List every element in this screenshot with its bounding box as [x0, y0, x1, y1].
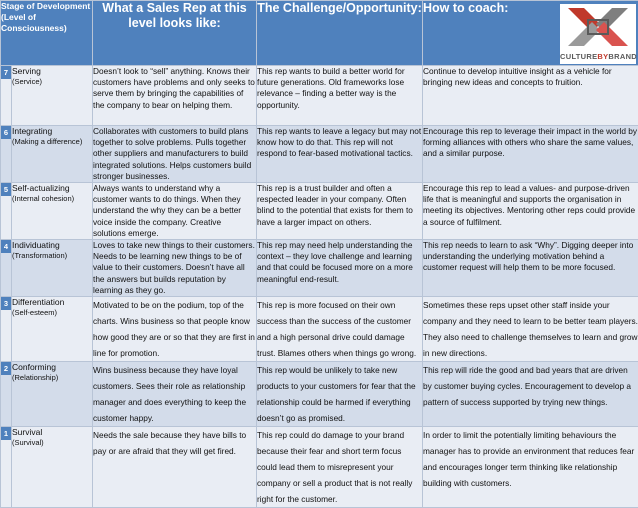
- header-coach: [423, 1, 638, 66]
- level-number: 3: [1, 297, 11, 310]
- challenge-cell: This rep is more focused on their own success than the success of the customer and a high personal drive could damage trust. Blames others when things go wrong.: [257, 297, 423, 362]
- stage-subtitle: (Transformation): [12, 251, 92, 261]
- stage-name: Conforming: [12, 362, 92, 373]
- stage-subtitle: (Relationship): [12, 373, 92, 383]
- table-row: [1, 427, 638, 508]
- stage-cell: [12, 66, 93, 126]
- level-number-cell: [1, 183, 12, 240]
- challenge-cell: This rep is a trust builder and often a respected leader in your company. Often blind to the potential that exists for them to have a larger impact on others.: [257, 183, 423, 240]
- stage-name: Individuating: [12, 240, 92, 251]
- logo-mark-icon: [566, 6, 630, 48]
- table-row: [1, 297, 638, 362]
- sales-rep-cell: Collaborates with customers to build plans together to solve problems. Pulls together other suppliers and manufacturers to build integrated solutions. Helps customers build stronger businesses.: [93, 126, 257, 183]
- header-challenge: The Challenge/Opportunity:: [257, 1, 423, 66]
- table-row: [1, 66, 638, 126]
- level-number-cell: [1, 427, 12, 508]
- stage-cell: [12, 297, 93, 362]
- coach-cell: Sometimes these reps upset other staff inside your company and they need to learn to be better team players. They also need to challenge themselves to learn and grow in new directions.: [423, 297, 638, 362]
- stage-subtitle: (Making a difference): [12, 137, 92, 147]
- level-number-cell: [1, 297, 12, 362]
- coach-cell: This rep needs to learn to ask “Why”. Digging deeper into understanding the underlying motivation behind a customer request will help them to be more focused.: [423, 240, 638, 297]
- level-number-cell: [1, 362, 12, 427]
- challenge-cell: This rep would be unlikely to take new products to your customers for fear that the relationship could be harmed if everything doesn’t go as promised.: [257, 362, 423, 427]
- stage-subtitle: (Survival): [12, 438, 92, 448]
- sales-rep-cell: Wins business because they have loyal customers. Sees their role as relationship manager and does everything to keep the customer happy.: [93, 362, 257, 427]
- coach-cell: This rep will ride the good and bad years that are driven by customer buying cycles. Encouragement to develop a pattern of success supported by trying new things.: [423, 362, 638, 427]
- header-row: [1, 1, 638, 66]
- sales-rep-cell: Needs the sale because they have bills to pay or are afraid that they will get fired.: [93, 427, 257, 508]
- sales-rep-cell: Always wants to understand why a customer wants to do things. When they understand the why they can be a better voice inside the company. Creative solutions emerge.: [93, 183, 257, 240]
- stage-cell: [12, 183, 93, 240]
- level-number: 2: [1, 362, 11, 375]
- level-number: 4: [1, 240, 11, 253]
- level-number-cell: [1, 126, 12, 183]
- stage-name: Survival: [12, 427, 92, 438]
- table-row: [1, 362, 638, 427]
- coach-cell: Encourage this rep to leverage their impact in the world by forming alliances with others who share the same values, and a similar purpose.: [423, 126, 638, 183]
- sales-rep-cell: Motivated to be on the podium, top of the charts. Wins business so that people know how good they are or so that they are first in line for promotion.: [93, 297, 257, 362]
- stage-cell: [12, 427, 93, 508]
- challenge-cell: This rep could do damage to your brand because their fear and short term focus could lead them to misrepresent your company or sell a product that is not really right for the customer.: [257, 427, 423, 508]
- stage-subtitle: (Self-esteem): [12, 308, 92, 318]
- stage-name: Integrating: [12, 126, 92, 137]
- stage-name: Serving: [12, 66, 92, 77]
- challenge-cell: This rep may need help understanding the context – they love challenge and learning and that could be focused more on a more meaningful end-result.: [257, 240, 423, 297]
- header-stage: Stage of Development (Level of Consciousness): [1, 1, 93, 66]
- logo-wordmark: CULTUREBYBRAND: [560, 52, 636, 61]
- stage-name: Self-actualizing: [12, 183, 92, 194]
- table-row: [1, 126, 638, 183]
- stage-name: Differentiation: [12, 297, 92, 308]
- coach-cell: Encourage this rep to lead a values- and purpose-driven life that is meaningful and supports the organisation in meeting its objectives. Mentoring other reps could provide a source of fulfilment.: [423, 183, 638, 240]
- culturebybrand-logo: [560, 4, 636, 64]
- challenge-cell: This rep wants to leave a legacy but may not know how to do that. This rep will not respond to fear-based motivational tactics.: [257, 126, 423, 183]
- level-number: 5: [1, 183, 11, 196]
- level-number: 7: [1, 66, 11, 79]
- stage-subtitle: (Service): [12, 77, 92, 87]
- header-coach-label: How to coach:: [423, 1, 508, 15]
- coach-cell: In order to limit the potentially limiting behaviours the manager has to provide an environment that reduces fear and encourages longer term thinking like relationship building with customers.: [423, 427, 638, 508]
- level-number: 6: [1, 126, 11, 139]
- table-body: [1, 66, 638, 508]
- stage-subtitle: (Internal cohesion): [12, 194, 92, 204]
- header-sales-rep: What a Sales Rep at this level looks like:: [93, 1, 257, 66]
- challenge-cell: This rep wants to build a better world for future generations. Old frameworks lose relevance – finding a better way is the opportunity.: [257, 66, 423, 126]
- table-row: [1, 183, 638, 240]
- level-number-cell: [1, 240, 12, 297]
- sales-rep-cell: Doesn’t look to “sell” anything. Knows their customers have problems and only seeks to serve them by bringing the capabilities of the company to bear on helping them.: [93, 66, 257, 126]
- stage-cell: [12, 126, 93, 183]
- sales-rep-cell: Loves to take new things to their customers. Needs to be learning new things to be of value to their customers. Doesn’t have all the answers but builds reputation by learning as they go.: [93, 240, 257, 297]
- level-number-cell: [1, 66, 12, 126]
- table-row: [1, 240, 638, 297]
- stage-cell: [12, 240, 93, 297]
- coach-cell: Continue to develop intuitive insight as a vehicle for bringing new ideas and concepts to fruition.: [423, 66, 638, 126]
- stage-cell: [12, 362, 93, 427]
- level-number: 1: [1, 427, 11, 440]
